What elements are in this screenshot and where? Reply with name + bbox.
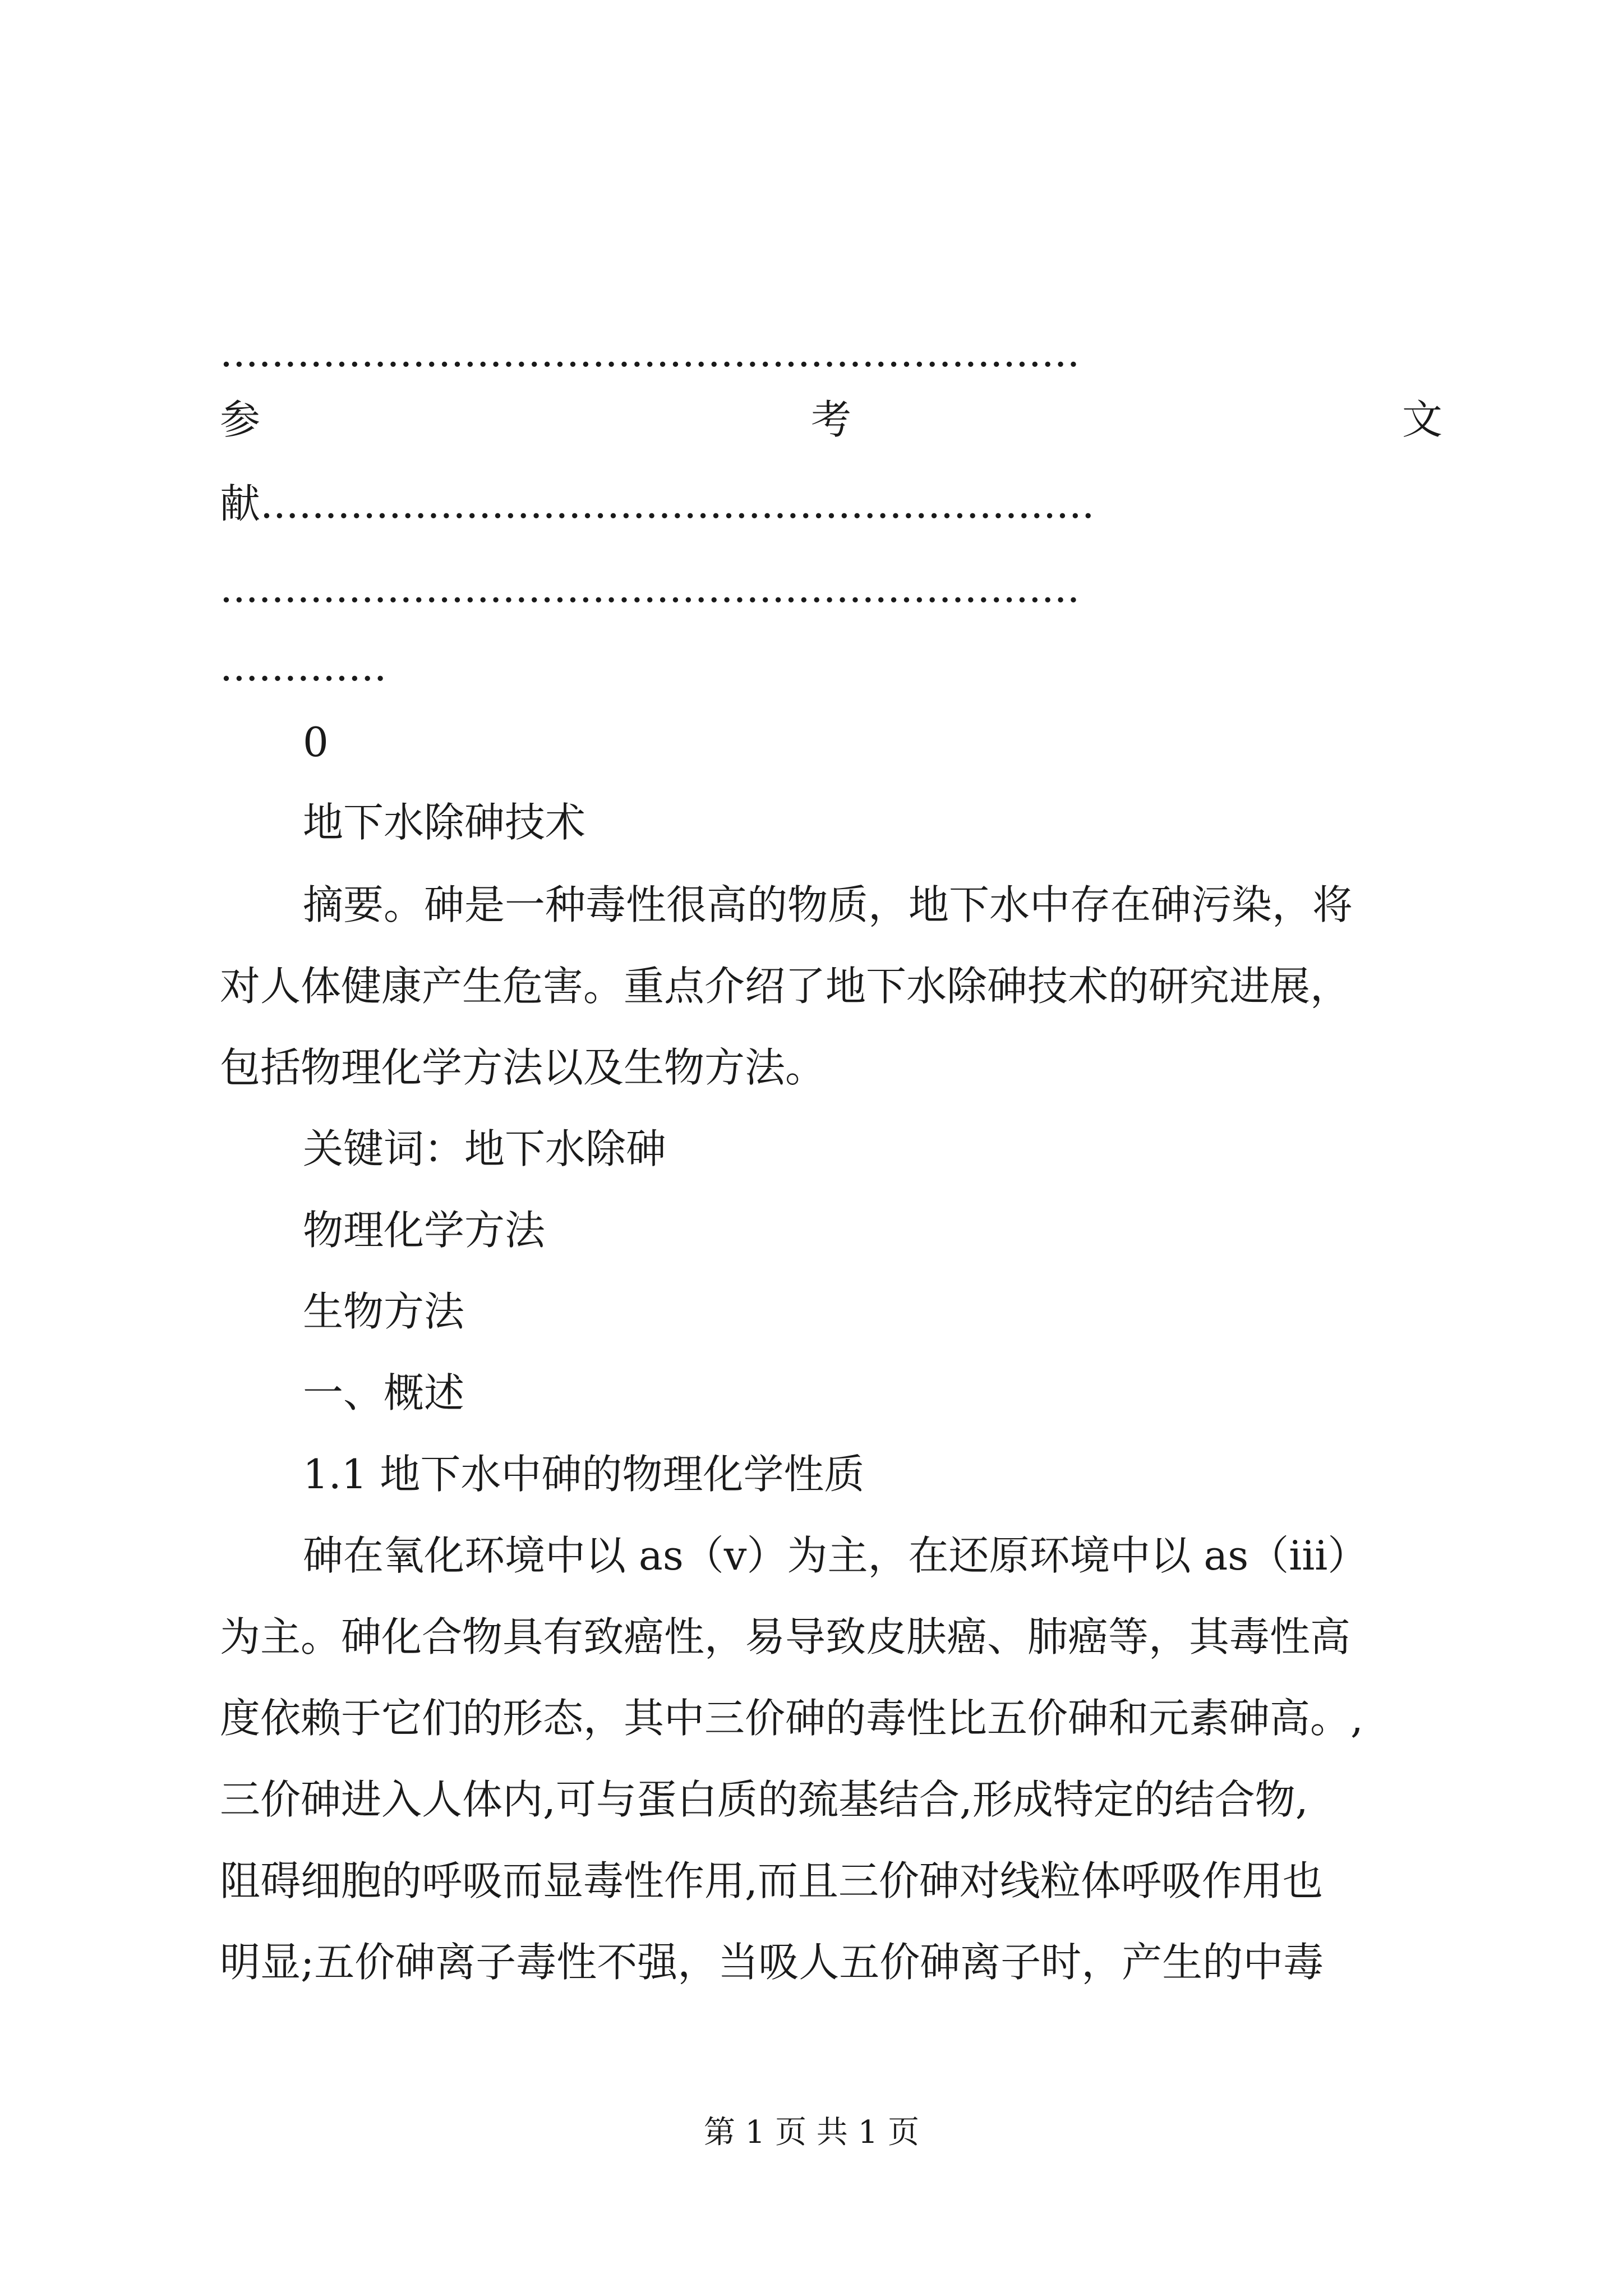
keyword-item: 生物方法: [303, 1288, 465, 1335]
body-line: 三价砷进入人体内,可与蛋白质的巯基结合,形成特定的结合物,: [220, 1776, 1308, 1823]
body-line: 度依赖于它们的形态，其中三价砷的毒性比五价砷和元素砷高。,: [220, 1695, 1363, 1742]
toc-ref-char: 文: [1401, 396, 1442, 443]
page-footer: 第 1 页 共 1 页: [703, 2114, 920, 2151]
body-line: 明显;五价砷离子毒性不强，当吸人五价砷离子时，产生的中毒: [220, 1939, 1324, 1986]
body-line: 为主。砷化合物具有致癌性，易导致皮肤癌、肺癌等，其毒性高: [220, 1613, 1351, 1660]
section-heading: 一、概述: [303, 1369, 465, 1416]
toc-dots-line: ...................................................................: [220, 564, 1080, 611]
keywords-line: 关键词：地下水除砷: [303, 1125, 667, 1172]
toc-dots: .................................................................: [260, 480, 1095, 527]
toc-ref-char: 参: [220, 396, 261, 443]
toc-dots-line: .............: [220, 643, 387, 690]
keyword-item: 物理化学方法: [303, 1207, 546, 1254]
abstract-line: 包括物理化学方法以及生物方法。: [220, 1044, 826, 1091]
subsection-heading: 1.1 地下水中砷的物理化学性质: [303, 1451, 865, 1498]
toc-reference-line: [220, 477, 1442, 531]
toc-reference-heading: [220, 393, 1442, 447]
abstract-line: 对人体健康产生危害。重点介绍了地下水除砷技术的研究进展，: [220, 963, 1351, 1010]
article-title: 地下水除砷技术: [303, 799, 586, 846]
toc-page-number: 0: [303, 719, 329, 766]
body-line: 砷在氧化环境中以 as（v）为主，在还原环境中以 as（iii）: [303, 1532, 1368, 1579]
toc-ref-char: 考: [810, 396, 851, 443]
abstract-line: 摘要。砷是一种毒性很高的物质，地下水中存在砷污染，将: [303, 881, 1353, 928]
toc-dots-line: ...................................................................: [220, 329, 1080, 376]
toc-ref-last-char: 献: [220, 480, 261, 527]
body-line: 阻碍细胞的呼吸而显毒性作用,而且三价砷对线粒体呼吸作用也: [220, 1857, 1323, 1904]
